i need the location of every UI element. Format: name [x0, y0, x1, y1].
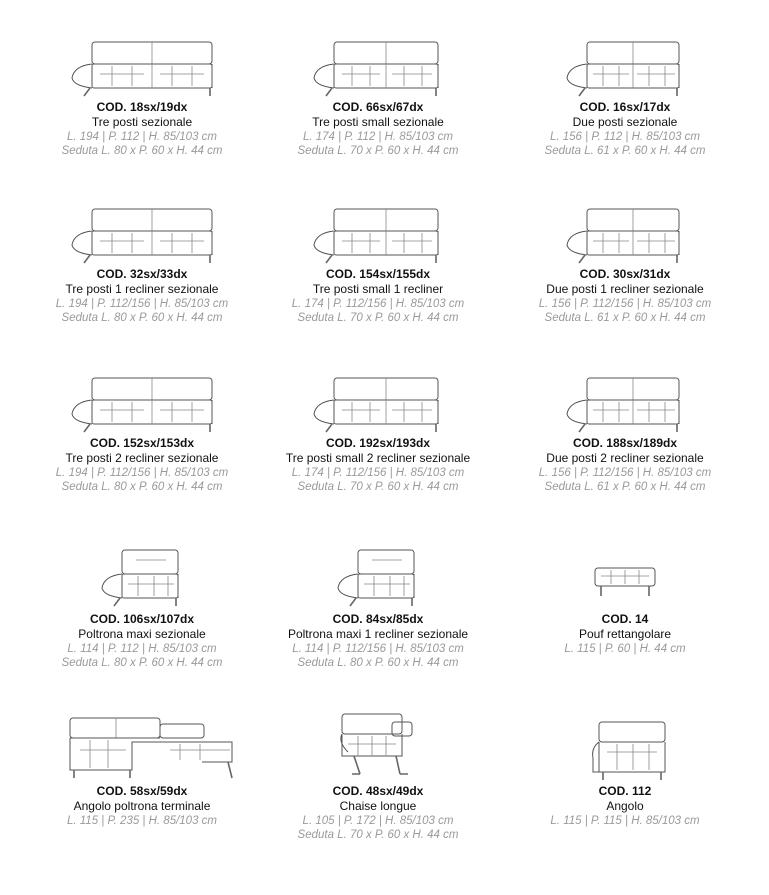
product-name: Due posti 1 recliner sezionale	[546, 282, 704, 296]
product-dimensions: L. 115 | P. 235 | H. 85/103 cm	[66, 815, 218, 827]
product-card	[258, 364, 498, 494]
product-name: Tre posti small sezionale	[312, 115, 444, 129]
product-code: COD. 48sx/49dx	[332, 784, 424, 798]
seat-dimensions: Seduta L. 61 x P. 60 x H. 44 cm	[544, 312, 706, 324]
product-code: COD. 18sx/19dx	[96, 100, 188, 114]
product-name: Poltrona maxi 1 recliner sezionale	[287, 627, 469, 641]
product-code: COD. 16sx/17dx	[579, 100, 671, 114]
product-code: COD. 14	[601, 612, 649, 626]
product-code: COD. 106sx/107dx	[89, 612, 195, 626]
product-dimensions: L. 105 | P. 172 | H. 85/103 cm	[302, 815, 454, 827]
seat-dimensions: Seduta L. 80 x P. 60 x H. 44 cm	[61, 481, 223, 493]
product-card	[258, 28, 498, 158]
product-name: Chaise longue	[339, 799, 417, 813]
armchair-illustration	[22, 540, 262, 610]
product-card	[22, 28, 262, 158]
product-card	[22, 540, 262, 670]
product-card	[258, 712, 498, 842]
product-dimensions: L. 194 | P. 112 | H. 85/103 cm	[66, 131, 218, 143]
armchair-recliner-illustration	[258, 540, 498, 610]
product-code: COD. 152sx/153dx	[89, 436, 195, 450]
product-name: Tre posti small 2 recliner sezionale	[285, 451, 471, 465]
sofa-recliner-illustration	[258, 364, 498, 434]
pouf-illustration	[505, 540, 745, 610]
product-dimensions: L. 156 | P. 112/156 | H. 85/103 cm	[538, 467, 712, 479]
sofa-recliner-illustration	[22, 364, 262, 434]
product-dimensions: L. 174 | P. 112/156 | H. 85/103 cm	[291, 467, 465, 479]
corner-illustration	[505, 712, 745, 782]
product-card	[22, 364, 262, 494]
product-card	[505, 540, 745, 656]
product-code: COD. 32sx/33dx	[96, 267, 188, 281]
seat-dimensions: Seduta L. 70 x P. 60 x H. 44 cm	[297, 145, 459, 157]
product-dimensions: L. 115 | P. 115 | H. 85/103 cm	[550, 815, 700, 827]
product-dimensions: L. 174 | P. 112 | H. 85/103 cm	[302, 131, 454, 143]
product-dimensions: L. 114 | P. 112 | H. 85/103 cm	[67, 643, 217, 655]
product-name: Tre posti 1 recliner sezionale	[65, 282, 219, 296]
product-dimensions: L. 194 | P. 112/156 | H. 85/103 cm	[55, 298, 229, 310]
seat-dimensions: Seduta L. 80 x P. 60 x H. 44 cm	[61, 145, 223, 157]
product-code: COD. 154sx/155dx	[325, 267, 431, 281]
seat-dimensions: Seduta L. 61 x P. 60 x H. 44 cm	[544, 145, 706, 157]
chaise-longue-illustration	[258, 712, 498, 782]
product-card	[505, 195, 745, 325]
product-card	[505, 364, 745, 494]
seat-dimensions: Seduta L. 61 x P. 60 x H. 44 cm	[544, 481, 706, 493]
product-dimensions: L. 156 | P. 112/156 | H. 85/103 cm	[538, 298, 712, 310]
product-card	[22, 712, 262, 828]
product-card	[505, 712, 745, 828]
sofa-recliner-illustration	[505, 195, 745, 265]
product-code: COD. 112	[598, 784, 652, 798]
sofa-recliner-illustration	[22, 195, 262, 265]
product-name: Due posti sezionale	[572, 115, 678, 129]
product-card	[258, 540, 498, 670]
sofa-recliner-illustration	[505, 364, 745, 434]
product-dimensions: L. 194 | P. 112/156 | H. 85/103 cm	[55, 467, 229, 479]
product-code: COD. 84sx/85dx	[332, 612, 424, 626]
product-name: Tre posti small 1 recliner	[312, 282, 444, 296]
product-name: Pouf rettangolare	[578, 627, 672, 641]
product-card	[22, 195, 262, 325]
product-code: COD. 58sx/59dx	[96, 784, 188, 798]
product-name: Angolo poltrona terminale	[73, 799, 211, 813]
sofa-recliner-illustration	[258, 195, 498, 265]
seat-dimensions: Seduta L. 70 x P. 60 x H. 44 cm	[297, 481, 459, 493]
product-dimensions: L. 174 | P. 112/156 | H. 85/103 cm	[291, 298, 465, 310]
seat-dimensions: Seduta L. 70 x P. 60 x H. 44 cm	[297, 312, 459, 324]
sofa-illustration	[505, 28, 745, 98]
product-code: COD. 192sx/193dx	[325, 436, 431, 450]
product-code: COD. 66sx/67dx	[332, 100, 424, 114]
product-card	[505, 28, 745, 158]
product-name: Tre posti 2 recliner sezionale	[65, 451, 219, 465]
product-code: COD. 30sx/31dx	[579, 267, 671, 281]
product-card	[258, 195, 498, 325]
product-dimensions: L. 115 | P. 60 | H. 44 cm	[564, 643, 686, 655]
product-dimensions: L. 114 | P. 112/156 | H. 85/103 cm	[292, 643, 464, 655]
seat-dimensions: Seduta L. 80 x P. 60 x H. 44 cm	[297, 657, 459, 669]
product-name: Tre posti sezionale	[91, 115, 193, 129]
sofa-illustration	[22, 28, 262, 98]
product-name: Poltrona maxi sezionale	[78, 627, 206, 641]
product-code: COD. 188sx/189dx	[572, 436, 678, 450]
product-dimensions: L. 156 | P. 112 | H. 85/103 cm	[549, 131, 701, 143]
product-name: Angolo	[606, 799, 644, 813]
corner-terminal-illustration	[22, 712, 262, 782]
product-name: Due posti 2 recliner sezionale	[546, 451, 704, 465]
seat-dimensions: Seduta L. 80 x P. 60 x H. 44 cm	[61, 657, 223, 669]
sofa-illustration	[258, 28, 498, 98]
seat-dimensions: Seduta L. 80 x P. 60 x H. 44 cm	[61, 312, 223, 324]
seat-dimensions: Seduta L. 70 x P. 60 x H. 44 cm	[297, 829, 459, 841]
